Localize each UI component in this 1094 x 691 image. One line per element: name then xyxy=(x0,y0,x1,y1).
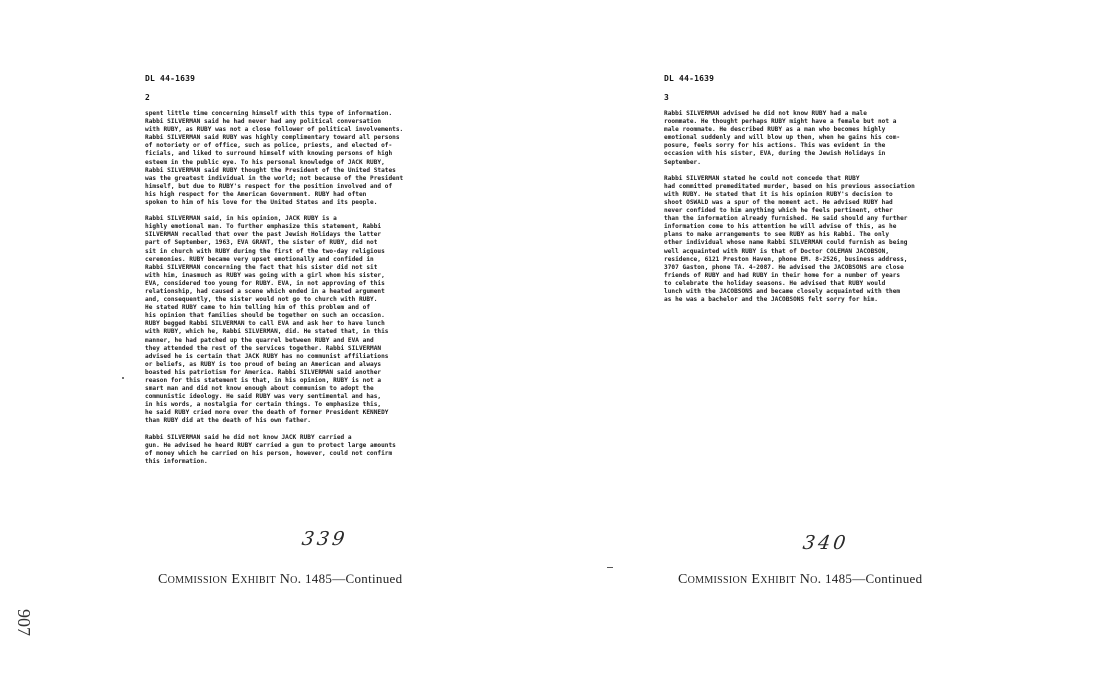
center-divider-mark xyxy=(607,567,613,568)
page-number: 3 xyxy=(664,93,669,102)
page-number: 2 xyxy=(145,93,150,102)
handwritten-page-number: 339 xyxy=(300,528,349,550)
caption-suffix: 1485—Continued xyxy=(305,571,403,586)
paragraph: spent little time concerning himself with this type of information. Rabbi SILVERMAN said he had never had any political conversation with RUBY, as RUBY was not a close follower of political involvements. Rabbi SILVERMAN said RUBY was highly complimentary toward all persons of notoriety or of office, such as police, priests, and elected of- ficials, and liked to surround himself with knowing persons of high esteem in the public eye. To his personal knowledge of JACK RUBY, Rabbi SILVERMAN said RUBY thought the President of the United States was the greatest individual in the world; not because of the President himself, but due to RUBY's respect for the position involved and of his high respect for the American Government. RUBY had often spoken to him of his love for the United States and its people. xyxy=(145,110,404,207)
caption-prefix: Commission Exhibit No. xyxy=(158,572,302,587)
book-page-number: 907 xyxy=(14,609,34,636)
paragraph: Rabbi SILVERMAN advised he did not know RUBY had a male roommate. He thought perhaps RUBY might have a female but not a male roommate. He described RUBY as a man who becomes highly emotional suddenly and will blow up then, when he gains his com- posure, feels sorry for his actions. This was evident in the occasion with his sister, EVA, during the Jewish Holidays in September. xyxy=(664,110,901,166)
report-body xyxy=(145,110,495,474)
report-body xyxy=(664,110,1009,312)
exhibit-caption xyxy=(678,571,922,588)
caption-prefix: Commission Exhibit No. xyxy=(678,572,822,587)
paragraph: Rabbi SILVERMAN said, in his opinion, JACK RUBY is a highly emotional man. To further emphasize this statement, Rabbi SILVERMAN recalled that over the past Jewish Holidays the latter part of September, 1963, EVA GRANT, the sister of RUBY, did not sit in church with RUBY during the first of the two-day religious ceremonies. RUBY became very upset emotionally and confided in Rabbi SILVERMAN concerning the fact that his sister did not sit with him, inasmuch as RUBY was going with a girl whom his sister, EVA, considered too young for RUBY. EVA, in not approving of this relationship, had caused a scene which ended in a heated argument and, consequently, the sister would not go to church with RUBY. He stated RUBY came to him telling him of this problem and of his opinion that families should be together on such an occasion. RUBY begged Rabbi SILVERMAN to call EVA and ask her to have lunch with RUBY, which he, Rabbi SILVERMAN, did. He stated that, in this manner, he had patched up the quarrel between RUBY and EVA and they attended the rest of the services together. Rabbi SILVERMAN advised he is certain that JACK RUBY has no communist affiliations or beliefs, as RUBY is too proud of being an American and always boasted his patriotism for America. Rabbi SILVERMAN said another reason for this statement is that, in his opinion, RUBY is not a smart man and did not know enough about communism to adopt the communistic ideology. He said RUBY was very sentimental and has, in his words, a nostalgia for certain things. To emphasize this, he said RUBY cried more over the death of former President KENNEDY than RUBY did at the death of his own father. xyxy=(145,215,389,425)
paragraph: Rabbi SILVERMAN said he did not know JACK RUBY carried a gun. He advised he heard RUBY carried a gun to protect large amounts of money which he carried on his person, however, could not confirm this information. xyxy=(145,433,396,465)
scan-speck xyxy=(122,377,124,379)
caption-suffix: 1485—Continued xyxy=(825,571,923,586)
file-number: DL 44-1639 xyxy=(664,74,715,83)
right-document-page xyxy=(547,0,1094,691)
exhibit-caption xyxy=(158,571,402,588)
file-number: DL 44-1639 xyxy=(145,74,196,83)
handwritten-page-number: 340 xyxy=(801,532,850,554)
paragraph: Rabbi SILVERMAN stated he could not concede that RUBY had committed premeditated murder, based on his previous association with RUBY. He stated that it is his opinion RUBY's decision to shoot OSWALD was a spur of the moment act. He advised RUBY had never confided to him anything which he feels pertinent, other than the information already furnished. He said should any further information come to his attention he will advise of this, as he plans to make arrangements to see RUBY as his Rabbi. The only other individual whose name Rabbi SILVERMAN could furnish as being well acquainted with RUBY is that of Doctor COLEMAN JACOBSON, residence, 6121 Preston Haven, phone EM. 8-2526, business address, 3707 Gaston, phone TA. 4-2087. He advised the JACOBSONS are close friends of RUBY and had RUBY in their home for a number of years to celebrate the holiday seasons. He advised that RUBY would lunch with the JACOBSONS and became closely acquainted with them as he was a bachelor and the JACOBSONS felt sorry for him. xyxy=(664,174,915,304)
